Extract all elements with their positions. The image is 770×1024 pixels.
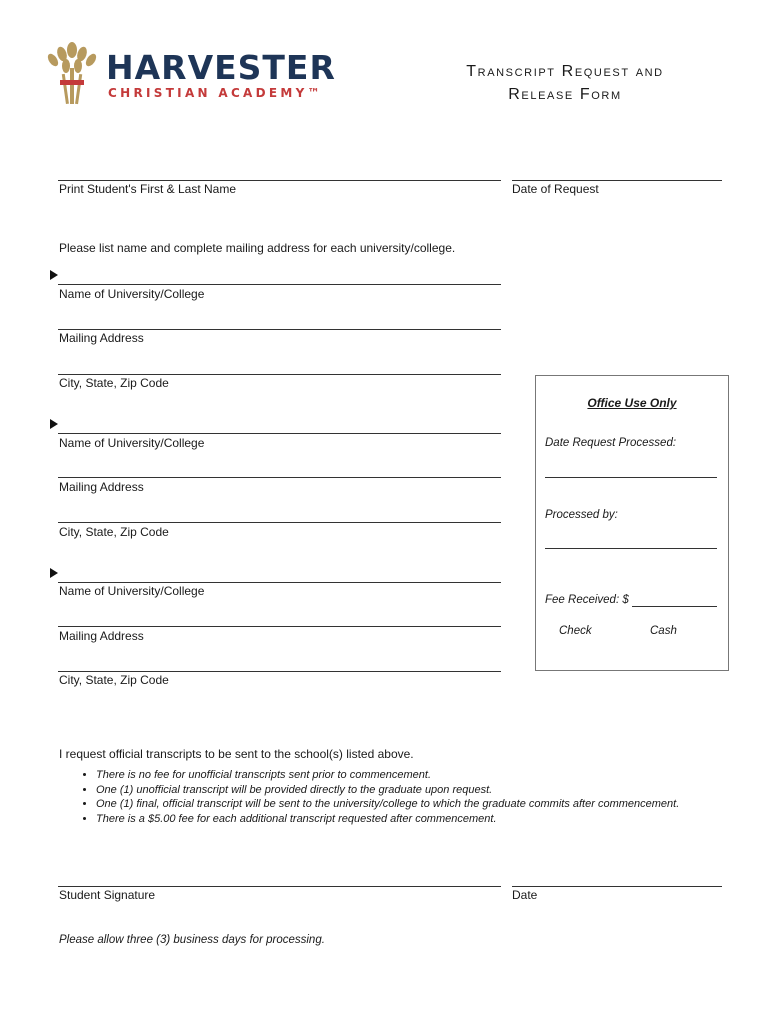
university-1-city-field[interactable]	[58, 374, 501, 375]
signature-date-label: Date	[512, 888, 538, 902]
university-3-name-label: Name of University/College	[59, 584, 205, 598]
date-processed-label: Date Request Processed:	[545, 437, 677, 449]
arrow-icon	[50, 270, 58, 280]
check-option[interactable]: Check	[559, 625, 592, 637]
fee-received-field[interactable]	[632, 606, 717, 607]
university-3-name-field[interactable]	[58, 582, 501, 583]
request-date-label: Date of Request	[512, 182, 599, 196]
note-item: • There is a $5.00 fee for each additional transcript requested after commencement.	[96, 812, 686, 827]
university-1-address-field[interactable]	[58, 329, 501, 330]
university-2-name-field[interactable]	[58, 433, 501, 434]
university-1-address-label: Mailing Address	[59, 331, 144, 345]
university-3-city-field[interactable]	[58, 671, 501, 672]
university-1-name-label: Name of University/College	[59, 287, 205, 301]
university-2-address-field[interactable]	[58, 477, 501, 478]
instructions-text: Please list name and complete mailing address for each university/college.	[59, 241, 456, 255]
student-name-field[interactable]	[58, 180, 501, 181]
cash-option[interactable]: Cash	[650, 625, 677, 637]
university-3-address-field[interactable]	[58, 626, 501, 627]
note-item: • One (1) unofficial transcript will be provided directly to the graduate upon request.	[96, 783, 686, 798]
university-2-city-field[interactable]	[58, 522, 501, 523]
notes-list	[78, 768, 686, 826]
arrow-icon	[50, 568, 58, 578]
university-1-name-field[interactable]	[58, 284, 501, 285]
university-2-city-label: City, State, Zip Code	[59, 525, 169, 539]
form-title-line1: Transcript Request and	[466, 63, 664, 80]
wheat-icon	[40, 40, 104, 110]
university-2-address-label: Mailing Address	[59, 480, 144, 494]
logo-subtitle: CHRISTIAN ACADEMY™	[108, 86, 323, 100]
note-item: • There is no fee for unofficial transcripts sent prior to commencement.	[96, 768, 686, 783]
request-statement: I request official transcripts to be sent to the school(s) listed above.	[59, 747, 414, 761]
processed-by-field[interactable]	[545, 548, 717, 549]
university-1-city-label: City, State, Zip Code	[59, 376, 169, 390]
date-processed-field[interactable]	[545, 477, 717, 478]
arrow-icon	[50, 419, 58, 429]
student-signature-field[interactable]	[58, 886, 501, 887]
request-date-field[interactable]	[512, 180, 722, 181]
school-logo	[40, 40, 360, 110]
student-name-label: Print Student's First & Last Name	[59, 182, 237, 196]
office-use-box	[535, 375, 729, 671]
note-item: • One (1) final, official transcript will be sent to the university/college to which the graduate commits after commencement.	[96, 797, 686, 812]
university-3-city-label: City, State, Zip Code	[59, 673, 169, 687]
signature-date-field[interactable]	[512, 886, 722, 887]
form-title-line2: Release Form	[508, 86, 622, 103]
office-use-title: Office Use Only	[587, 396, 677, 410]
form-title	[420, 60, 710, 106]
university-2-name-label: Name of University/College	[59, 436, 205, 450]
fee-received-label: Fee Received: $	[545, 594, 629, 606]
processed-by-label: Processed by:	[545, 509, 618, 521]
university-3-address-label: Mailing Address	[59, 629, 144, 643]
logo-name: HARVESTER	[106, 48, 336, 87]
processing-note: Please allow three (3) business days for processing.	[59, 934, 325, 946]
student-signature-label: Student Signature	[59, 888, 156, 902]
